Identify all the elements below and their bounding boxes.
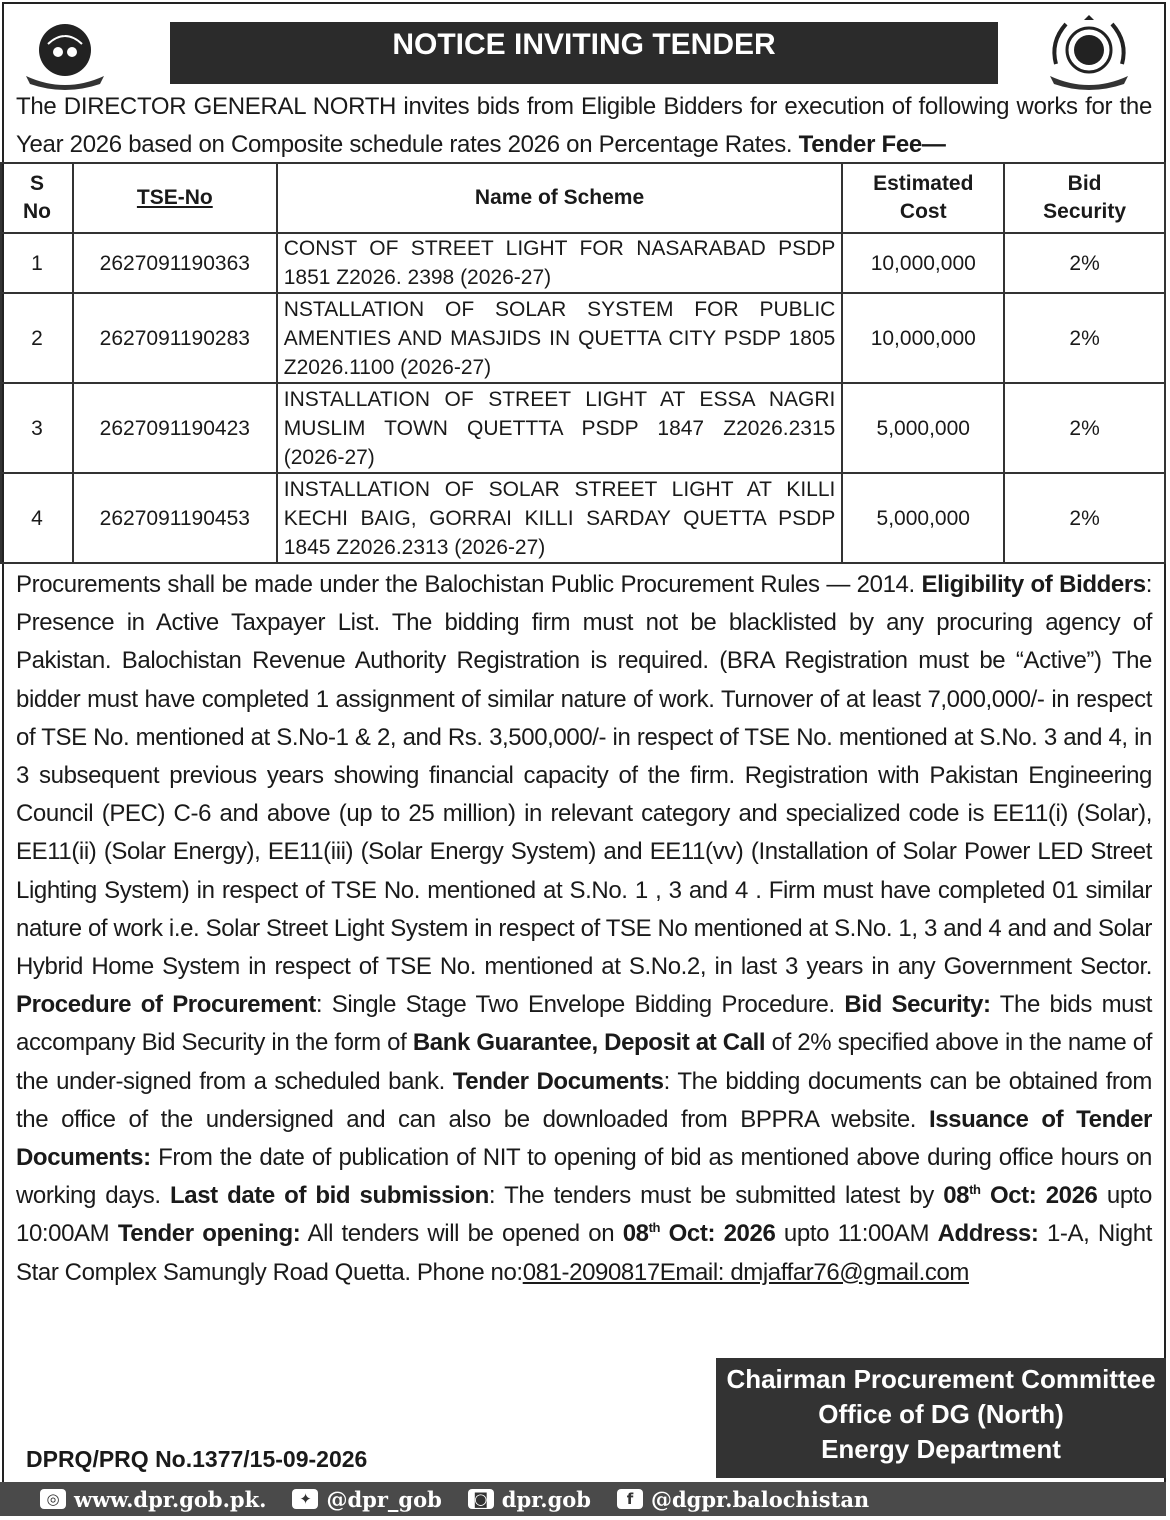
cell-sno: 3	[1, 383, 73, 473]
address-label: Address:	[937, 1220, 1039, 1248]
cell-sno: 4	[1, 473, 73, 563]
intro-paragraph	[16, 88, 1152, 164]
globe-icon: ◎	[40, 1489, 66, 1509]
cell-security: 2%	[1004, 233, 1165, 293]
last-date-label: Last date of bid submission	[169, 1182, 489, 1210]
procedure-text: : Single Stage Two Envelope Bidding Procedure.	[315, 991, 835, 1019]
cell-sno: 2	[1, 293, 73, 383]
header-scheme: Name of Scheme	[277, 163, 843, 233]
tender-opening-text: All tenders will be opened on	[300, 1220, 615, 1248]
tender-fee-label: Tender Fee—	[798, 131, 946, 158]
signature-line-2: Office of DG (North)	[818, 1399, 1064, 1429]
twitter-icon: ✦	[292, 1489, 318, 1509]
header-sno: S No	[1, 163, 73, 233]
header-bid-security: Bid Security	[1004, 163, 1165, 233]
footer-instagram[interactable]: ◙ dpr.gob	[468, 1487, 591, 1512]
cell-sno: 1	[1, 233, 73, 293]
opening-time: upto 11:00AM	[775, 1220, 930, 1248]
intro-text: The DIRECTOR GENERAL NORTH invites bids from Eligible Bidders for execution of following works for the Year 2026 based on Composite schedule rates 2026 on Percentage Rates.	[16, 93, 1152, 158]
cell-scheme: INSTALLATION OF SOLAR STREET LIGHT AT KILLI KECHI BAIG, GORRAI KILLI SARDAY QUETTA PSDP 1845 Z2026.2313 (2026-27)	[277, 473, 843, 563]
last-date-text: : The tenders must be submitted latest by	[488, 1182, 934, 1210]
facebook-icon: f	[617, 1489, 643, 1509]
opening-date: 08th Oct: 2026	[622, 1220, 776, 1248]
cell-tse: 2627091190283	[73, 293, 277, 383]
table-row	[1, 293, 1165, 383]
header-tse: TSE-No	[73, 163, 277, 233]
table-header-row	[1, 163, 1165, 233]
table-row	[1, 383, 1165, 473]
cell-security: 2%	[1004, 473, 1165, 563]
submission-date: 08th Oct: 2026	[943, 1182, 1098, 1210]
footer-website[interactable]: ◎ www.dpr.gob.pk.	[40, 1487, 266, 1512]
signature-line-1: Chairman Procurement Committee	[726, 1364, 1156, 1394]
footer-facebook[interactable]: f @dgpr.balochistan	[617, 1487, 869, 1512]
conditions-paragraph	[16, 566, 1152, 1292]
tender-documents-text: : The bidding documents can be obtained from the office of the undersigned and can also be downloaded from BPPRA website.	[16, 1067, 1152, 1133]
reference-number: DPRQ/PRQ No.1377/15-09-2026	[26, 1446, 368, 1472]
submission-time: upto 10:00AM	[16, 1182, 1152, 1248]
table-row	[1, 473, 1165, 563]
cell-tse: 2627091190453	[73, 473, 277, 563]
tender-table	[0, 162, 1166, 564]
eligibility-label: Eligibility of Bidders	[921, 571, 1146, 598]
cell-security: 2%	[1004, 383, 1165, 473]
bid-security-label: Bid Security:	[844, 991, 991, 1019]
cell-cost: 10,000,000	[842, 233, 1004, 293]
cell-tse: 2627091190423	[73, 383, 277, 473]
cell-tse: 2627091190363	[73, 233, 277, 293]
procedure-label: Procedure of Procurement	[16, 991, 316, 1019]
signature-line-3: Energy Department	[821, 1434, 1061, 1464]
balochistan-emblem-right	[1044, 14, 1134, 94]
cell-cost: 5,000,000	[842, 473, 1004, 563]
tender-documents-label: Tender Documents	[452, 1067, 664, 1095]
cell-scheme: INSTALLATION OF STREET LIGHT AT ESSA NAGRI MUSLIM TOWN QUETTTA PSDP 1847 Z2026.2315 (2026-27)	[277, 383, 843, 473]
cell-cost: 5,000,000	[842, 383, 1004, 473]
bid-security-text: The bids must accompany Bid Security in the form of	[16, 991, 1152, 1057]
header-cost: Estimated Cost	[842, 163, 1004, 233]
tender-opening-label: Tender opening:	[117, 1220, 301, 1248]
table-row	[1, 233, 1165, 293]
issuance-label: Issuance of Tender Documents:	[16, 1105, 1152, 1172]
balochistan-emblem-left	[20, 14, 110, 94]
bank-guarantee-text: of 2% specified above in the name of the under-signed from a scheduled bank.	[16, 1029, 1152, 1095]
procurement-rules-text: Procurements shall be made under the Balochistan Public Procurement Rules — 2014.	[16, 571, 915, 598]
page-title: NOTICE INVITING TENDER	[170, 22, 998, 84]
bank-guarantee-label: Bank Guarantee, Deposit at Call	[412, 1029, 766, 1057]
cell-scheme: NSTALLATION OF SOLAR SYSTEM FOR PUBLIC AMENTIES AND MASJIDS IN QUETTA CITY PSDP 1805 Z2026.1100 (2026-27)	[277, 293, 843, 383]
footer-twitter[interactable]: ✦ @dpr_gob	[292, 1487, 441, 1512]
eligibility-text: : Presence in Active Taxpayer List. The bidding firm must not be blacklisted by any procuring agency of Pakistan. Balochistan Revenue Authority Registration is required. (BRA Registration must be “Active”) The bidder must have completed 1 assignment of similar nature of work. Turnover of at least 7,000,000/- in respect of TSE No. mentioned at S.No-1 & 2, and Rs. 3,500,000/- in respect of TSE No. mentioned at S.No. 3 and 4, in 3 subsequent previous years showing financial capacity of the firm. Registration with Pakistan Engineering Council (PEC) C-6 and above (up to 25 million) in relevant category and specialized code is EE11(i) (Solar), EE11(ii) (Solar Energy), EE11(iii) (Solar Energy System) and EE11(vv) (Installation of Solar Power LED Street Lighting System) in respect of TSE No. mentioned at S.No. 1 , 3 and 4 . Firm must have completed 01 similar nature of work i.e. Solar Street Light System in respect of TSE No mentioned at S.No. 1, 3 and 4 and and Solar Hybrid Home System in respect of TSE No. mentioned at S.No.2, in last 3 years in any Government Sector.	[16, 571, 1152, 981]
contact-link[interactable]: 081-2090817Email: dmjaffar76@gmail.com	[522, 1258, 969, 1286]
cell-cost: 10,000,000	[842, 293, 1004, 383]
address-text: 1-A, Night Star Complex Samungly Road Quetta. Phone no:	[16, 1220, 1152, 1286]
footer-bar	[0, 1482, 1166, 1516]
issuance-text: From the date of publication of NIT to opening of bid as mentioned above during office hours on working days.	[16, 1144, 1152, 1210]
signature-block	[716, 1358, 1166, 1478]
cell-scheme: CONST OF STREET LIGHT FOR NASARABAD PSDP 1851 Z2026. 2398 (2026-27)	[277, 233, 843, 293]
cell-security: 2%	[1004, 293, 1165, 383]
instagram-icon: ◙	[468, 1489, 494, 1509]
